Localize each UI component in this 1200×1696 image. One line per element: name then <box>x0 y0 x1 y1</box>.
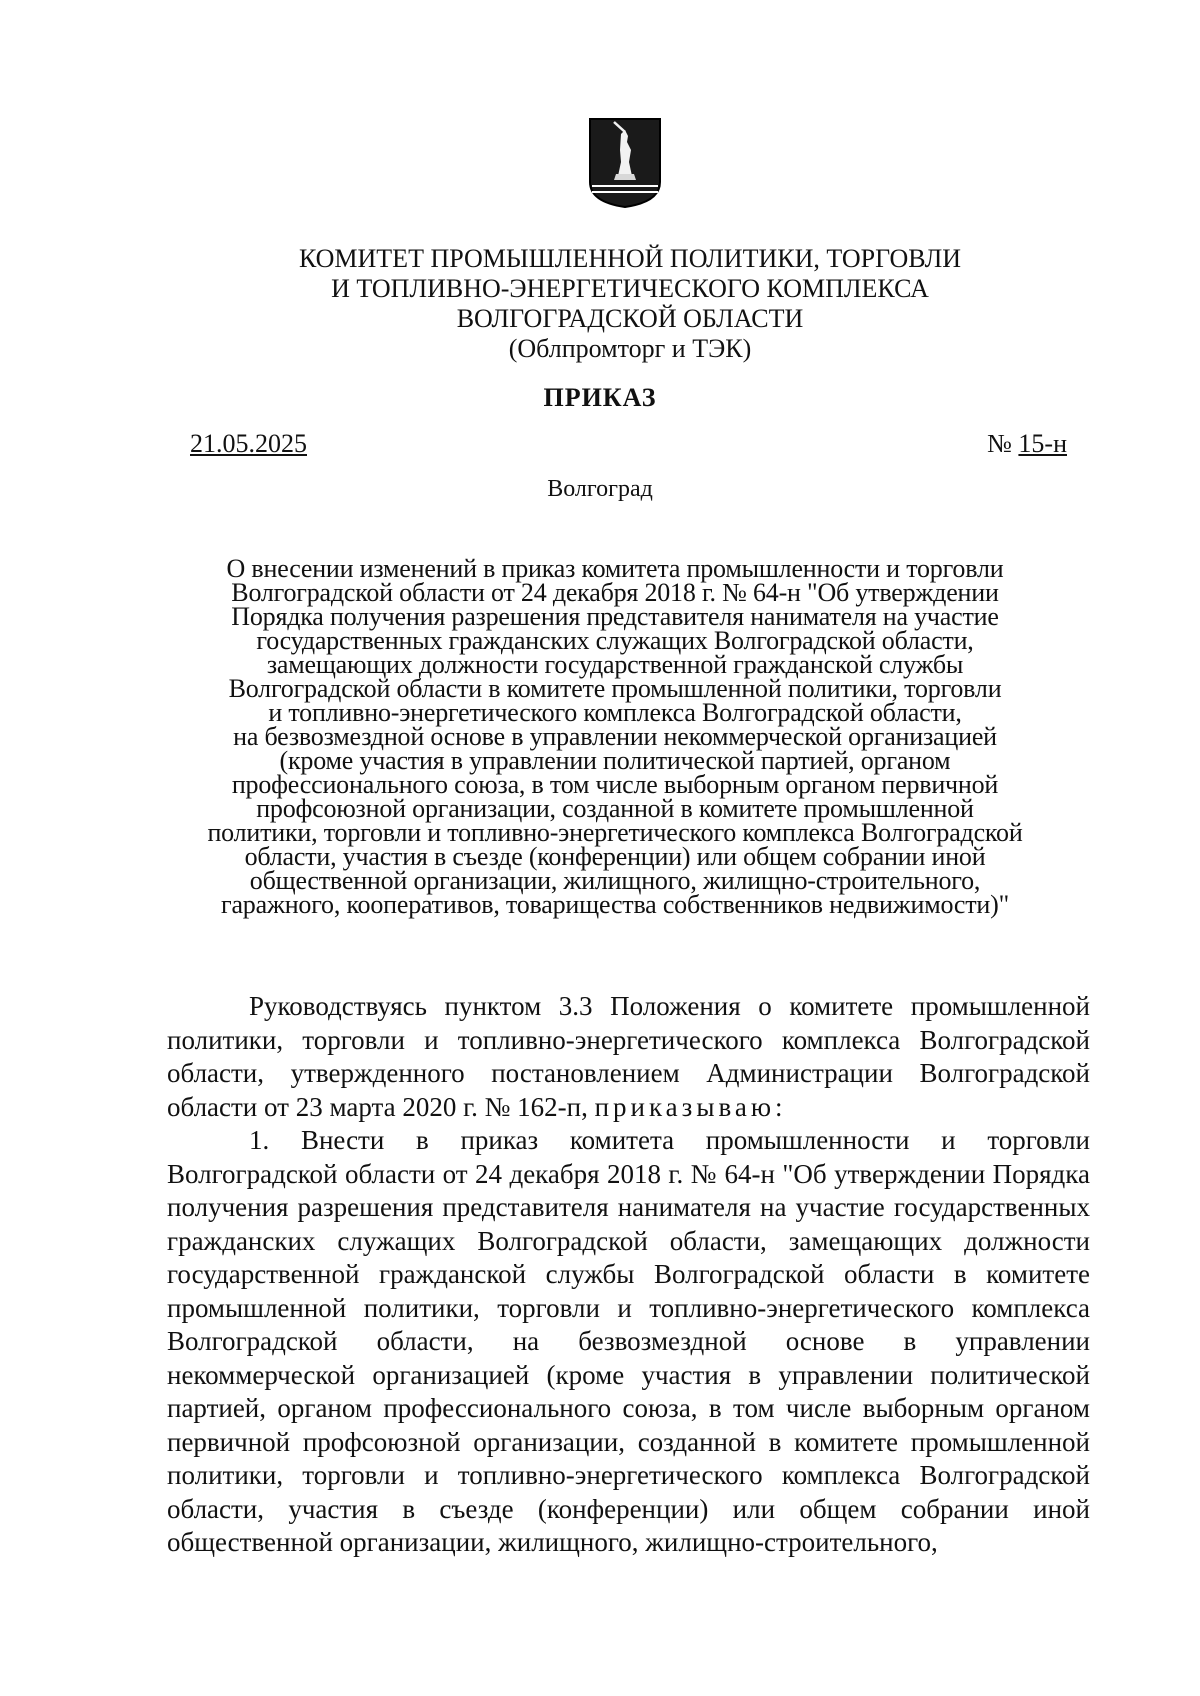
subject-line: гаражного, кооперативов, товарищества собственников недвижимости)" <box>221 890 1009 919</box>
subject-line: Волгоградской области в комитете промышленной политики, торговли <box>228 674 1002 703</box>
subject-line: политики, торговли и топливно-энергетического комплекса Волгоградской <box>207 818 1023 847</box>
item-1-paragraph: 1. Внести в приказ комитета промышленности и торговли Волгоградской области от 24 декабря 2018 г. № 64-н "Об утверждении Порядка получения разрешения представителя нанимателя на участие государственных гражданских служащих Волгоградской области, замещающих должности государственной гражданской службы Волгоградской области в комитете промышленной политики, торговли и топливно-энергетического комплекса Волгоградской области, на безвозмездной основе в управлении некоммерческой организацией (кроме участия в управлении политической партией, органом профессионального союза, в том числе выборным органом первичной профсоюзной организации, созданной в комитете промышленной политики, торговли и топливно-энергетического комплекса Волгоградской области, участия в съезде (конференции) или общем собрании иной общественной организации, жилищного, жилищно-строительного, <box>167 1125 1090 1557</box>
number-sign: № <box>987 429 1019 458</box>
number-value: 15-н <box>1018 429 1067 458</box>
org-name-line-3: ВОЛГОГРАДСКОЙ ОБЛАСТИ <box>456 304 804 333</box>
subject-line: на безвозмездной основе в управлении некоммерческой организацией <box>233 722 997 751</box>
coat-of-arms-emblem <box>587 116 663 210</box>
subject-line: замещающих должности государственной гражданской службы <box>266 650 964 679</box>
document-subject <box>150 554 1080 919</box>
document-date: 21.05.2025 <box>190 429 307 458</box>
document-number <box>987 429 1067 459</box>
subject-line: (кроме участия в управлении политической партией, органом <box>279 746 951 775</box>
document-body <box>167 990 1090 1560</box>
subject-line: и топливно-энергетического комплекса Волгоградской области, <box>268 698 962 727</box>
subject-line: общественной организации, жилищного, жилищно-строительного, <box>249 866 981 895</box>
subject-line: области, участия в съезде (конференции) или общем собрании иной <box>244 842 986 871</box>
subject-line: профсоюзной организации, созданной в комитете промышленной <box>256 794 974 823</box>
preamble-text: Руководствуясь пунктом 3.3 Положения о комитете промышленной политики, торговли и топливно-энергетического комплекса Волгоградской области, утвержденного постановлением Администрации Волгоградской области от 23 марта 2020 г. № 162-п, <box>167 991 1090 1122</box>
organization-header <box>180 244 1080 364</box>
org-short-name: (Облпромторг и ТЭК) <box>508 334 752 363</box>
org-name-line-1: КОМИТЕТ ПРОМЫШЛЕННОЙ ПОЛИТИКИ, ТОРГОВЛИ <box>298 244 962 273</box>
order-action-word: приказываю: <box>594 1091 787 1122</box>
preamble-paragraph <box>167 990 1090 1124</box>
subject-line: Порядка получения разрешения представителя нанимателя на участие <box>231 602 999 631</box>
document-type-title: ПРИКАЗ <box>543 383 657 412</box>
org-name-line-2: И ТОПЛИВНО-ЭНЕРГЕТИЧЕСКОГО КОМПЛЕКСА <box>331 274 929 303</box>
subject-line: профессионального союза, в том числе выборным органом первичной <box>231 770 999 799</box>
document-city: Волгоград <box>547 476 653 502</box>
subject-line: О внесении изменений в приказ комитета промышленности и торговли <box>226 554 1004 583</box>
subject-line: государственных гражданских служащих Волгоградской области, <box>256 626 974 655</box>
subject-line: Волгоградской области от 24 декабря 2018 г. № 64-н "Об утверждении <box>231 578 999 607</box>
